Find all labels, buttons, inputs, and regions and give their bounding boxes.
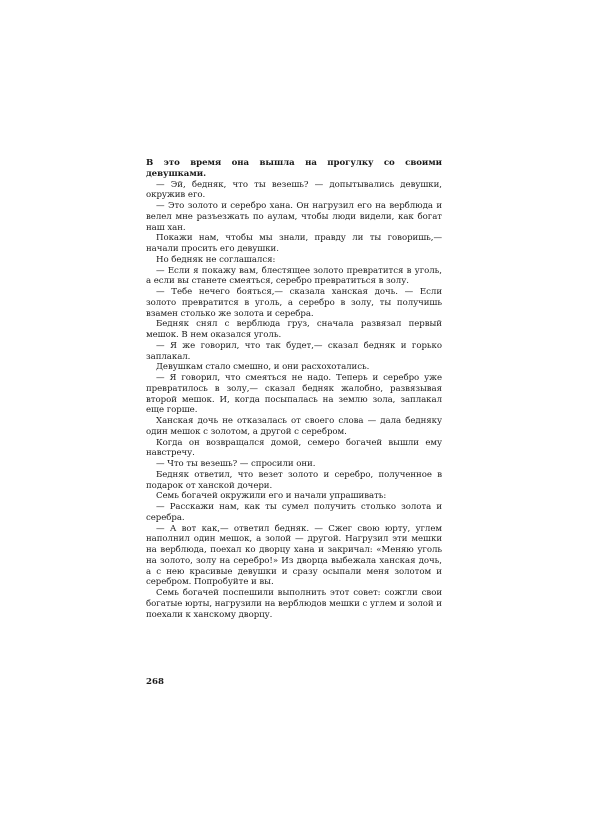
paragraph-13: Когда он возвращался домой, семеро богачей вышли ему навстречу. xyxy=(146,437,442,459)
paragraph-15: Бедняк ответил, что везет золото и серебро, полученное в подарок от ханской дочери. xyxy=(146,469,442,491)
page-number: 268 xyxy=(146,677,164,687)
paragraph-3: — Это золото и серебро хана. Он нагрузил его на верблюда и велел мне разъезжать по аулам, чтобы люди видели, как богат наш хан. xyxy=(146,201,442,233)
paragraph-18: — А вот как,— ответил бедняк. — Сжег свою юрту, углем наполнил один мешок, а золой — другой. Нагрузил эти мешки на верблюда, поехал ко дворцу хана и закричал: «Меняю уголь на золото, золу на серебро!» Из дворца выбежала ханская дочь, а с нею красивые девушки и сразу осыпали меня золотом и серебром. Попробуйте и вы. xyxy=(146,523,442,588)
paragraph-14: — Что ты везешь? — спросили они. xyxy=(156,459,316,469)
paragraph-17: — Расскажи нам, как ты сумел получить столько золота и серебра. xyxy=(146,502,442,523)
paragraph-6: — Если я покажу вам, блестящее золото превратится в уголь, а если вы станете смеяться, серебро превратиться в золу. xyxy=(146,265,442,287)
paragraph-2: — Эй, бедняк, что ты везешь? — допытывались девушки, окружив его. xyxy=(146,179,442,201)
paragraph-5: Но бедняк не соглашался: xyxy=(156,254,276,265)
paragraph-12: Ханская дочь не отказалась от своего слова — дала бедняку один мешок с золотом, а другой с серебром. xyxy=(146,416,442,437)
paragraph-4: Покажи нам, чтобы мы знали, правду ли ты говоришь,— начали просить его девушки. xyxy=(146,233,442,254)
paragraph-1: В это время она вышла на прогулку со своими девушками. xyxy=(146,158,442,179)
paragraph-11: — Я говорил, что смеяться не надо. Теперь и серебро уже превратилось в золу,— сказал бедняк жалобно, развязывая второй мешок. И, когда посыпалась на землю зола, заплакал еще горше. xyxy=(146,373,442,416)
paragraph-8: Бедняк снял с верблюда груз, сначала развязал первый мешок. В нем оказался уголь. xyxy=(146,319,442,340)
paragraph-9: — Я же говорил, что так будет,— сказал бедняк и горько заплакал. xyxy=(146,340,442,362)
paragraph-16: Семь богачей окружили его и начали упрашивать: xyxy=(156,491,387,502)
paragraph-19: Семь богачей поспешили выполнить этот совет: сожгли свои богатые юрты, нагрузили на верблюдов мешки с углем и золой и поехали к ханскому дворцу. xyxy=(146,588,442,620)
paragraph-10: Девушкам стало смешно, и они расхохотались. xyxy=(156,362,370,373)
paragraph-7: — Тебе нечего бояться,— сказала ханская дочь. — Если золото превратится в уголь, а серебро в золу, ты получишь взамен столько же золота и серебра. xyxy=(146,287,442,319)
page-body-text xyxy=(146,158,442,620)
